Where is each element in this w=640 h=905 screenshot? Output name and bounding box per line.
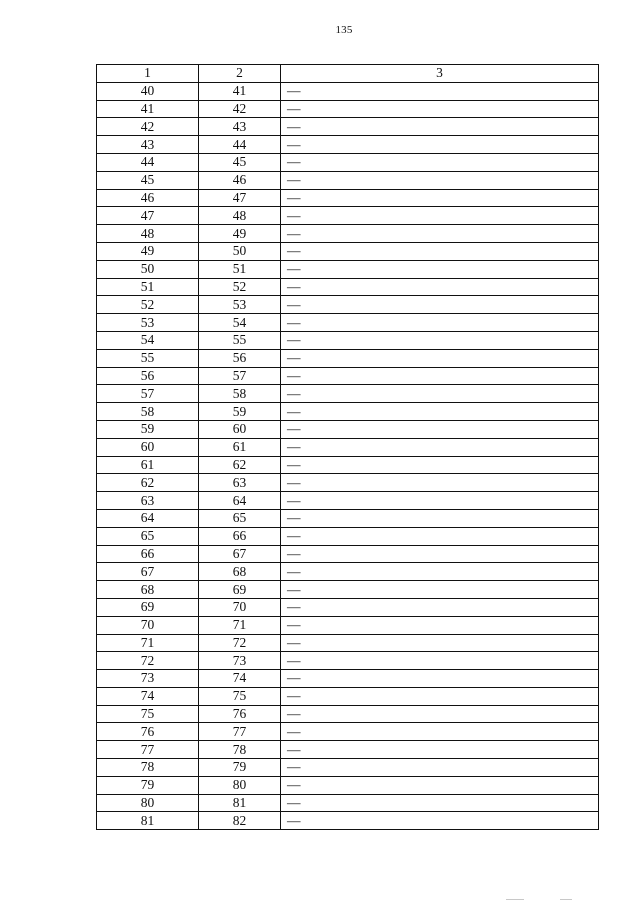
cell-col-1: 75: [97, 705, 199, 723]
cell-col-3-text: —: [287, 136, 301, 152]
cell-col-2: 52: [199, 278, 281, 296]
column-header-2: 2: [199, 65, 281, 83]
cell-col-3: [281, 314, 599, 332]
cell-col-1: 57: [97, 385, 199, 403]
table-row: [97, 581, 599, 599]
cell-col-1: 52: [97, 296, 199, 314]
cell-col-3-text: —: [287, 581, 301, 597]
scan-artifact: [560, 899, 572, 900]
cell-col-2: 74: [199, 670, 281, 688]
cell-col-3: [281, 527, 599, 545]
cell-col-3-text: —: [287, 688, 301, 704]
cell-col-3-text: —: [287, 795, 301, 811]
table-row: [97, 509, 599, 527]
table-row: [97, 349, 599, 367]
cell-col-2: 44: [199, 136, 281, 154]
cell-col-3-text: —: [287, 741, 301, 757]
cell-col-1: 46: [97, 189, 199, 207]
cell-col-3: [281, 171, 599, 189]
cell-col-2: 56: [199, 349, 281, 367]
cell-col-1: 49: [97, 242, 199, 260]
cell-col-2: 82: [199, 812, 281, 830]
cell-col-3-text: —: [287, 385, 301, 401]
cell-col-3: [281, 153, 599, 171]
cell-col-2: 54: [199, 314, 281, 332]
cell-col-3: [281, 812, 599, 830]
table-row: [97, 670, 599, 688]
cell-col-2: 68: [199, 563, 281, 581]
cell-col-1: 66: [97, 545, 199, 563]
cell-col-3-text: —: [287, 154, 301, 170]
table-row: [97, 705, 599, 723]
table-row: [97, 741, 599, 759]
cell-col-3-text: —: [287, 172, 301, 188]
cell-col-2: 47: [199, 189, 281, 207]
table-row: [97, 492, 599, 510]
cell-col-3-text: —: [287, 759, 301, 775]
table-row: [97, 527, 599, 545]
table-row: [97, 794, 599, 812]
table-row: [97, 776, 599, 794]
cell-col-3: [281, 687, 599, 705]
table-row: [97, 474, 599, 492]
cell-col-2: 45: [199, 153, 281, 171]
cell-col-3: [281, 456, 599, 474]
table-row: [97, 687, 599, 705]
cell-col-3-text: —: [287, 332, 301, 348]
cell-col-1: 77: [97, 741, 199, 759]
cell-col-2: 50: [199, 242, 281, 260]
cell-col-2: 55: [199, 331, 281, 349]
cell-col-3-text: —: [287, 456, 301, 472]
table-row: [97, 420, 599, 438]
cell-col-1: 63: [97, 492, 199, 510]
cell-col-2: 48: [199, 207, 281, 225]
cell-col-3: [281, 207, 599, 225]
cell-col-3: [281, 420, 599, 438]
cell-col-1: 65: [97, 527, 199, 545]
cell-col-3: [281, 634, 599, 652]
table-row: [97, 634, 599, 652]
cell-col-3: [281, 759, 599, 777]
cell-col-3: [281, 509, 599, 527]
cell-col-3: [281, 705, 599, 723]
cell-col-1: 55: [97, 349, 199, 367]
cell-col-2: 43: [199, 118, 281, 136]
cell-col-2: 72: [199, 634, 281, 652]
cell-col-2: 70: [199, 598, 281, 616]
column-header-1: 1: [97, 65, 199, 83]
cell-col-1: 61: [97, 456, 199, 474]
cell-col-2: 42: [199, 100, 281, 118]
cell-col-3-text: —: [287, 421, 301, 437]
cell-col-3-text: —: [287, 278, 301, 294]
table-row: [97, 118, 599, 136]
cell-col-3: [281, 474, 599, 492]
cell-col-3: [281, 403, 599, 421]
table-row: [97, 207, 599, 225]
cell-col-3-text: —: [287, 314, 301, 330]
cell-col-1: 80: [97, 794, 199, 812]
cell-col-1: 79: [97, 776, 199, 794]
cell-col-3: [281, 794, 599, 812]
cell-col-3: [281, 225, 599, 243]
cell-col-2: 41: [199, 82, 281, 100]
table-row: [97, 759, 599, 777]
table-row: [97, 456, 599, 474]
cell-col-3: [281, 776, 599, 794]
table-row: [97, 189, 599, 207]
table-row: [97, 296, 599, 314]
cell-col-1: 45: [97, 171, 199, 189]
table-row: [97, 403, 599, 421]
cell-col-3-text: —: [287, 599, 301, 615]
cell-col-3-text: —: [287, 83, 301, 99]
column-header-3: 3: [281, 65, 599, 83]
cell-col-1: 74: [97, 687, 199, 705]
table-row: [97, 331, 599, 349]
cell-col-3: [281, 581, 599, 599]
cell-col-3: [281, 741, 599, 759]
cell-col-2: 63: [199, 474, 281, 492]
cell-col-2: 65: [199, 509, 281, 527]
table-row: [97, 598, 599, 616]
table-row: [97, 260, 599, 278]
cell-col-1: 47: [97, 207, 199, 225]
cell-col-2: 71: [199, 616, 281, 634]
table-row: [97, 153, 599, 171]
table-row: [97, 82, 599, 100]
table-row: [97, 652, 599, 670]
cell-col-3: [281, 136, 599, 154]
cell-col-2: 64: [199, 492, 281, 510]
cell-col-3: [281, 723, 599, 741]
table-row: [97, 563, 599, 581]
cell-col-1: 58: [97, 403, 199, 421]
cell-col-2: 73: [199, 652, 281, 670]
cell-col-3: [281, 438, 599, 456]
table-row: [97, 367, 599, 385]
cell-col-3-text: —: [287, 670, 301, 686]
cell-col-1: 78: [97, 759, 199, 777]
cell-col-2: 76: [199, 705, 281, 723]
table-row: [97, 171, 599, 189]
cell-col-3: [281, 260, 599, 278]
table-row: [97, 438, 599, 456]
cell-col-1: 42: [97, 118, 199, 136]
cell-col-3-text: —: [287, 723, 301, 739]
cell-col-1: 67: [97, 563, 199, 581]
cell-col-3: [281, 118, 599, 136]
cell-col-1: 51: [97, 278, 199, 296]
cell-col-3-text: —: [287, 545, 301, 561]
cell-col-3-text: —: [287, 474, 301, 490]
cell-col-3-text: —: [287, 118, 301, 134]
scan-artifact: [506, 899, 524, 900]
cell-col-1: 48: [97, 225, 199, 243]
cell-col-2: 46: [199, 171, 281, 189]
cell-col-1: 71: [97, 634, 199, 652]
table-row: [97, 278, 599, 296]
cell-col-3: [281, 296, 599, 314]
cell-col-1: 68: [97, 581, 199, 599]
cell-col-3: [281, 82, 599, 100]
table-row: [97, 100, 599, 118]
cell-col-1: 40: [97, 82, 199, 100]
cell-col-3-text: —: [287, 652, 301, 668]
cell-col-1: 72: [97, 652, 199, 670]
cell-col-2: 67: [199, 545, 281, 563]
cell-col-1: 62: [97, 474, 199, 492]
cell-col-1: 43: [97, 136, 199, 154]
table-row: [97, 545, 599, 563]
cell-col-3-text: —: [287, 225, 301, 241]
cell-col-2: 75: [199, 687, 281, 705]
cell-col-3: [281, 563, 599, 581]
cell-col-2: 78: [199, 741, 281, 759]
cell-col-2: 77: [199, 723, 281, 741]
cell-col-3-text: —: [287, 403, 301, 419]
cell-col-1: 70: [97, 616, 199, 634]
data-table: [96, 64, 599, 830]
cell-col-2: 69: [199, 581, 281, 599]
cell-col-1: 73: [97, 670, 199, 688]
table-row: [97, 242, 599, 260]
cell-col-2: 57: [199, 367, 281, 385]
cell-col-3-text: —: [287, 563, 301, 579]
cell-col-3: [281, 349, 599, 367]
cell-col-2: 61: [199, 438, 281, 456]
cell-col-1: 59: [97, 420, 199, 438]
table-body: [97, 82, 599, 829]
cell-col-3: [281, 492, 599, 510]
cell-col-1: 69: [97, 598, 199, 616]
cell-col-2: 51: [199, 260, 281, 278]
cell-col-3: [281, 189, 599, 207]
cell-col-3: [281, 652, 599, 670]
cell-col-3: [281, 616, 599, 634]
cell-col-3: [281, 385, 599, 403]
cell-col-3-text: —: [287, 528, 301, 544]
cell-col-3-text: —: [287, 439, 301, 455]
cell-col-3: [281, 598, 599, 616]
table-row: [97, 314, 599, 332]
cell-col-3-text: —: [287, 617, 301, 633]
cell-col-2: 58: [199, 385, 281, 403]
cell-col-2: 62: [199, 456, 281, 474]
cell-col-3: [281, 545, 599, 563]
table-row: [97, 385, 599, 403]
cell-col-3: [281, 278, 599, 296]
cell-col-3: [281, 670, 599, 688]
cell-col-3: [281, 367, 599, 385]
table-row: [97, 616, 599, 634]
cell-col-1: 64: [97, 509, 199, 527]
cell-col-3-text: —: [287, 367, 301, 383]
cell-col-1: 81: [97, 812, 199, 830]
table-row: [97, 225, 599, 243]
cell-col-3: [281, 242, 599, 260]
cell-col-2: 49: [199, 225, 281, 243]
cell-col-3: [281, 331, 599, 349]
cell-col-3-text: —: [287, 350, 301, 366]
cell-col-1: 50: [97, 260, 199, 278]
cell-col-1: 76: [97, 723, 199, 741]
cell-col-2: 53: [199, 296, 281, 314]
cell-col-1: 41: [97, 100, 199, 118]
cell-col-2: 66: [199, 527, 281, 545]
page-number: 135: [335, 24, 353, 36]
cell-col-2: 79: [199, 759, 281, 777]
cell-col-3-text: —: [287, 100, 301, 116]
table-row: [97, 723, 599, 741]
cell-col-1: 44: [97, 153, 199, 171]
cell-col-1: 56: [97, 367, 199, 385]
cell-col-3-text: —: [287, 296, 301, 312]
cell-col-3-text: —: [287, 492, 301, 508]
table-header-row: [97, 65, 599, 83]
cell-col-2: 81: [199, 794, 281, 812]
cell-col-3-text: —: [287, 634, 301, 650]
cell-col-2: 80: [199, 776, 281, 794]
table-row: [97, 812, 599, 830]
cell-col-2: 59: [199, 403, 281, 421]
cell-col-1: 60: [97, 438, 199, 456]
cell-col-3-text: —: [287, 207, 301, 223]
cell-col-3: [281, 100, 599, 118]
cell-col-1: 54: [97, 331, 199, 349]
cell-col-3-text: —: [287, 261, 301, 277]
cell-col-3-text: —: [287, 812, 301, 828]
cell-col-1: 53: [97, 314, 199, 332]
cell-col-3-text: —: [287, 706, 301, 722]
cell-col-3-text: —: [287, 189, 301, 205]
cell-col-3-text: —: [287, 777, 301, 793]
table-row: [97, 136, 599, 154]
cell-col-3-text: —: [287, 510, 301, 526]
cell-col-2: 60: [199, 420, 281, 438]
cell-col-3-text: —: [287, 243, 301, 259]
